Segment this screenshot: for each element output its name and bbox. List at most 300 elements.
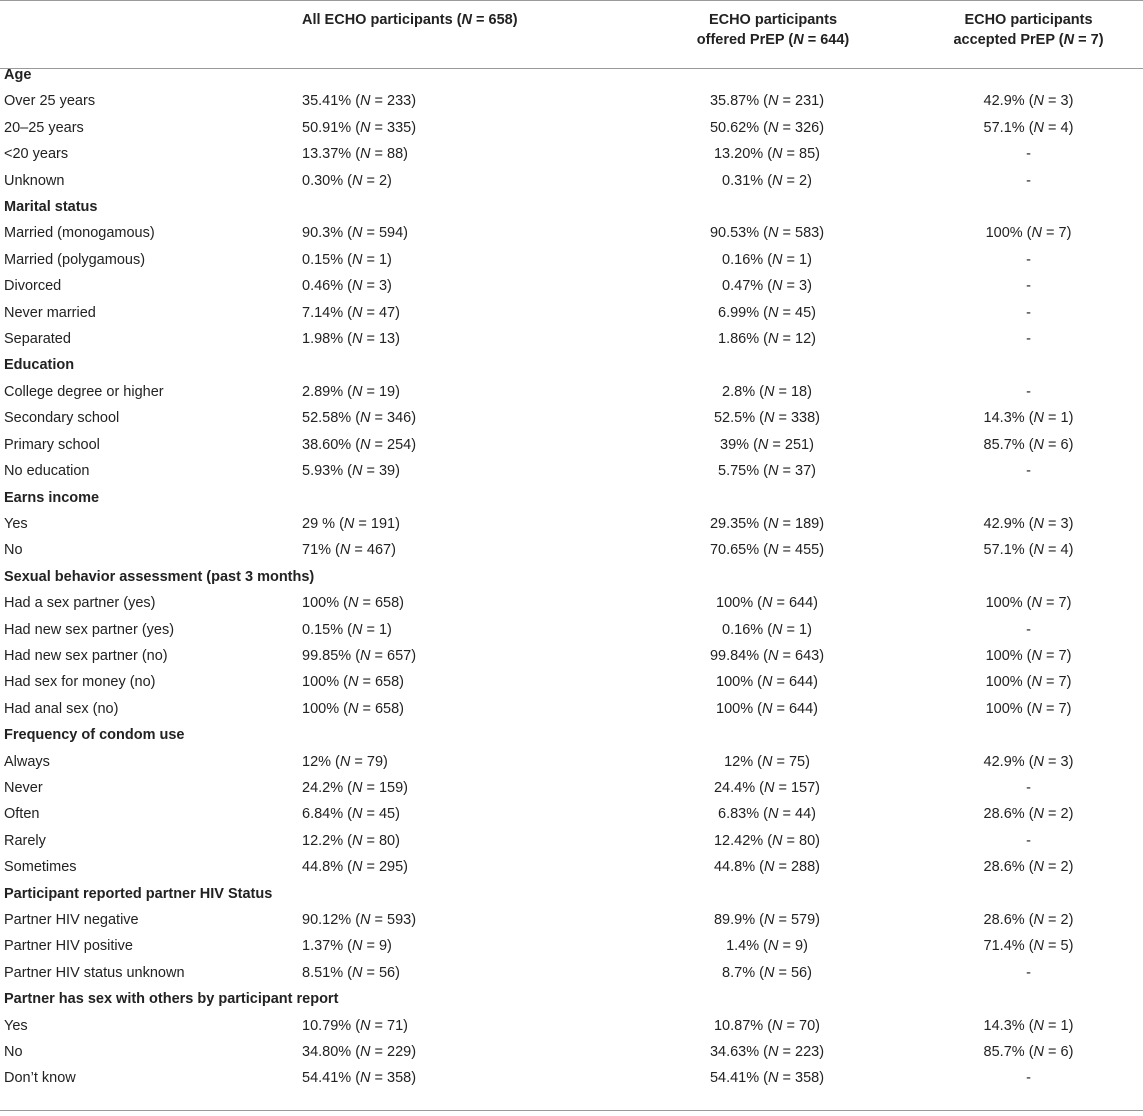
cell-c3 (914, 511, 1143, 537)
cell-value: 85.7% ( (983, 436, 1034, 453)
cell-c2 (632, 1039, 914, 1065)
cell-c2 (632, 749, 914, 775)
cell-value: 71.4% ( (983, 938, 1034, 955)
table-row (0, 168, 1143, 194)
cell-c1 (302, 326, 632, 352)
cell-n-symbol: N (768, 515, 779, 532)
cell-c3 (914, 220, 1143, 246)
cell-c1 (302, 220, 632, 246)
cell-count: = 39) (362, 463, 400, 480)
cell-n-symbol: N (1033, 93, 1045, 110)
cell-n-symbol: N (763, 779, 775, 796)
cell-c1 (302, 511, 632, 537)
row-label: Over 25 years (4, 93, 96, 110)
cell-c3: - (1026, 383, 1031, 400)
cell-n-symbol: N (1033, 515, 1045, 532)
cell-c3: - (1026, 463, 1031, 480)
cell-n-symbol: N (1033, 1017, 1045, 1034)
cell-value: 28.6% ( (983, 859, 1034, 876)
cell-c2 (632, 960, 914, 986)
bottom-rule (0, 1110, 1143, 1111)
cell-value: 0.31% ( (722, 172, 773, 189)
row-label: Primary school (4, 436, 100, 453)
cell-c1 (302, 1039, 632, 1065)
table-row (0, 458, 1143, 484)
cell-c2 (632, 696, 914, 722)
cell-count: = 657) (370, 647, 417, 664)
section-header-row (0, 564, 1143, 590)
cell-value: 42.9% ( (983, 93, 1034, 110)
cell-c1 (302, 749, 632, 775)
cell-c3: - (1026, 964, 1031, 981)
cell-value: 29 % ( (302, 515, 344, 532)
cell-value: 13.20% ( (713, 146, 773, 163)
cell-c3 (914, 801, 1143, 827)
cell-value: 90.12% ( (302, 912, 361, 928)
row-label: Often (4, 806, 40, 823)
cell-c3 (914, 115, 1143, 141)
cell-c1 (302, 247, 632, 273)
cell-count: = 2) (782, 172, 812, 189)
cell-value: 0.15% ( (302, 621, 352, 638)
cell-c1 (302, 590, 632, 616)
cell-count: = 7) (1042, 674, 1072, 691)
cell-c3 (914, 88, 1143, 114)
row-label: Partner HIV negative (4, 912, 139, 928)
cell-value: 100% ( (716, 674, 762, 691)
header-text: = 7) (1074, 32, 1104, 48)
cell-count: = 6) (1044, 1044, 1074, 1061)
row-label: <20 years (4, 146, 69, 163)
cell-c1 (302, 617, 632, 643)
section-header-row (0, 62, 1143, 88)
cell-c1 (302, 458, 632, 484)
cell-value: 100% ( (302, 700, 348, 717)
cell-count: = 80) (362, 832, 400, 849)
cell-value: 44.8% ( (302, 859, 352, 876)
row-label: Separated (4, 331, 71, 348)
row-label: Sometimes (4, 859, 77, 876)
cell-count: = 643) (778, 647, 825, 664)
cell-n-symbol: N (768, 331, 779, 348)
cell-c2 (632, 1065, 914, 1091)
table-row (0, 828, 1143, 854)
cell-count: = 1) (1044, 1017, 1074, 1034)
cell-c3 (914, 432, 1143, 458)
cell-n-symbol: N (360, 647, 371, 664)
cell-n-symbol: N (351, 383, 363, 400)
header-text: offered PrEP ( (696, 32, 794, 48)
cell-n-symbol: N (768, 1044, 779, 1061)
cell-count: = 19) (362, 383, 400, 400)
row-label: Married (monogamous) (4, 225, 155, 242)
section-title: Frequency of condom use (4, 727, 185, 744)
cell-value: 42.9% ( (983, 515, 1034, 532)
cell-count: = 6) (1044, 436, 1074, 453)
cell-count: = 47) (362, 304, 400, 321)
table-row (0, 801, 1143, 827)
cell-c2 (632, 220, 914, 246)
cell-c2 (632, 775, 914, 801)
cell-c2 (632, 432, 914, 458)
cell-n-symbol: N (1033, 410, 1045, 427)
cell-c1 (302, 537, 632, 563)
cell-c3 (914, 405, 1143, 431)
section-header-row (0, 722, 1143, 748)
cell-c2 (632, 933, 914, 959)
header-text: = 658) (472, 12, 518, 28)
cell-c3 (914, 669, 1143, 695)
cell-value: 34.80% ( (302, 1044, 361, 1061)
cell-c3: - (1026, 251, 1031, 268)
cell-n-symbol: N (1033, 542, 1045, 559)
row-label: Partner HIV positive (4, 938, 133, 955)
cell-count: = 157) (774, 779, 820, 796)
cell-value: 100% ( (716, 700, 762, 717)
cell-value: 1.98% ( (302, 331, 352, 348)
cell-value: 100% ( (985, 225, 1032, 242)
cell-value: 89.9% ( (713, 912, 764, 928)
cell-value: 100% ( (985, 647, 1032, 664)
cell-count: = 2) (1044, 806, 1074, 823)
row-label: Yes (4, 515, 28, 532)
cell-n-symbol: N (360, 119, 371, 136)
cell-c2 (632, 617, 914, 643)
cell-value: 100% ( (985, 700, 1032, 717)
cell-n-symbol: N (360, 410, 371, 427)
cell-count: = 7) (1042, 647, 1072, 664)
row-label: Always (4, 753, 50, 770)
cell-c1 (302, 828, 632, 854)
table-row (0, 511, 1143, 537)
cell-c3 (914, 1039, 1143, 1065)
table-row (0, 115, 1143, 141)
cell-count: = 2) (1044, 859, 1074, 876)
cell-value: 6.99% ( (718, 304, 768, 321)
cell-n-symbol: N (360, 1070, 371, 1087)
row-label: Secondary school (4, 410, 120, 427)
cell-count: = 80) (782, 832, 820, 849)
cell-c2 (632, 326, 914, 352)
cell-n-symbol: N (347, 674, 359, 691)
section-header-row (0, 352, 1143, 378)
cell-count: = 658) (358, 700, 404, 717)
cell-c1 (302, 379, 632, 405)
cell-c3: - (1026, 779, 1031, 796)
cell-count: = 1) (782, 621, 812, 638)
cell-value: 2.89% ( (302, 383, 352, 400)
cell-count: = 88) (370, 146, 409, 163)
cell-count: = 583) (778, 225, 825, 242)
cell-c3 (914, 933, 1143, 959)
cell-c3 (914, 537, 1143, 563)
cell-count: = 467) (350, 542, 396, 559)
row-label: Don’t know (4, 1070, 76, 1087)
cell-n-symbol: N (768, 304, 779, 321)
cell-count: = 338) (774, 410, 820, 427)
section-header-row (0, 485, 1143, 511)
cell-count: = 9) (362, 938, 392, 955)
cell-c2 (632, 379, 914, 405)
cell-value: 5.93% ( (302, 463, 352, 480)
cell-count: = 288) (774, 859, 820, 876)
table-row (0, 247, 1143, 273)
table-row (0, 88, 1143, 114)
cell-count: = 658) (358, 674, 404, 691)
table-row (0, 1039, 1143, 1065)
cell-value: 1.86% ( (718, 331, 768, 348)
table-row (0, 405, 1143, 431)
cell-n-symbol: N (339, 542, 351, 559)
cell-n-symbol: N (1033, 119, 1045, 136)
row-label: Had new sex partner (yes) (4, 621, 175, 638)
cell-n-symbol: N (1031, 647, 1042, 664)
cell-value: 39% ( (720, 436, 758, 453)
row-label: Partner HIV status unknown (4, 964, 185, 981)
cell-c2 (632, 405, 914, 431)
cell-value: 7.14% ( (302, 304, 352, 321)
cell-value: 14.3% ( (983, 1017, 1034, 1034)
cell-value: 100% ( (302, 674, 348, 691)
cell-value: 100% ( (302, 595, 348, 612)
table-row (0, 696, 1143, 722)
row-label: Married (polygamous) (4, 251, 146, 268)
cell-n-symbol: N (768, 1070, 779, 1087)
cell-c1 (302, 696, 632, 722)
cell-count: = 346) (370, 410, 417, 427)
cell-c3 (914, 1013, 1143, 1039)
cell-count: = 3) (1044, 515, 1074, 532)
cell-c2 (632, 669, 914, 695)
cell-count: = 1) (782, 251, 812, 268)
cell-n-symbol: N (360, 1044, 371, 1061)
cell-n-symbol: N (772, 172, 783, 189)
cell-c3 (914, 643, 1143, 669)
cell-c1 (302, 405, 632, 431)
cell-value: 34.63% ( (709, 1044, 768, 1061)
cell-value: 8.51% ( (302, 964, 352, 981)
cell-value: 100% ( (716, 595, 762, 612)
cell-n-symbol: N (763, 383, 775, 400)
cell-count: = 75) (772, 753, 810, 770)
cell-count: = 223) (778, 1044, 825, 1061)
cell-value: 1.37% ( (302, 938, 352, 955)
cell-n-symbol: N (351, 225, 363, 242)
cell-count: = 45) (778, 304, 816, 321)
cell-c3 (914, 696, 1143, 722)
cell-c2 (632, 907, 914, 933)
cell-count: = 2) (362, 172, 392, 189)
cell-value: 0.30% ( (302, 172, 352, 189)
cell-c1 (302, 933, 632, 959)
header-text: accepted PrEP ( (953, 32, 1064, 48)
cell-count: = 5) (1044, 938, 1074, 955)
cell-n-symbol: N (360, 1017, 371, 1034)
cell-c1 (302, 115, 632, 141)
cell-value: 12% ( (302, 753, 340, 770)
cell-value: 8.7% ( (722, 964, 764, 981)
cell-c2 (632, 115, 914, 141)
demographics-table (0, 10, 1143, 1092)
cell-n-symbol: N (1031, 674, 1042, 691)
cell-n-symbol: N (1033, 753, 1045, 770)
section-title: Sexual behavior assessment (past 3 months) (4, 568, 315, 585)
cell-c3 (914, 854, 1143, 880)
cell-n-symbol: N (351, 938, 363, 955)
cell-count: = 45) (362, 806, 400, 823)
header-n-symbol: N (793, 32, 804, 48)
cell-n-symbol: N (768, 806, 779, 823)
cell-n-symbol: N (1033, 436, 1045, 453)
cell-count: = 1) (1044, 410, 1074, 427)
cell-c3 (914, 590, 1143, 616)
cell-n-symbol: N (351, 621, 363, 638)
section-title: Participant reported partner HIV Status (4, 885, 273, 902)
cell-count: = 44) (778, 806, 816, 823)
cell-value: 85.7% ( (983, 1044, 1034, 1061)
cell-count: = 56) (774, 964, 812, 981)
cell-n-symbol: N (1033, 806, 1045, 823)
row-label: Rarely (4, 832, 46, 849)
cell-n-symbol: N (1033, 859, 1045, 876)
cell-count: = 335) (370, 119, 417, 136)
cell-count: = 358) (778, 1070, 825, 1087)
table-row (0, 643, 1143, 669)
cell-n-symbol: N (1033, 912, 1045, 928)
cell-c1 (302, 854, 632, 880)
cell-value: 13.37% ( (302, 146, 361, 163)
cell-c1 (302, 88, 632, 114)
cell-n-symbol: N (768, 463, 779, 480)
header-row (0, 10, 1143, 62)
cell-c1 (302, 775, 632, 801)
cell-n-symbol: N (360, 93, 371, 110)
cell-c3 (914, 907, 1143, 933)
cell-c1 (302, 168, 632, 194)
table-row (0, 300, 1143, 326)
cell-n-symbol: N (1033, 938, 1045, 955)
cell-n-symbol: N (1031, 700, 1042, 717)
cell-value: 29.35% ( (709, 515, 768, 532)
row-label: No (4, 1044, 23, 1061)
cell-c3: - (1026, 621, 1031, 638)
cell-count: = 658) (358, 595, 404, 612)
row-label: No (4, 542, 23, 559)
cell-count: = 233) (370, 93, 417, 110)
cell-count: = 13) (362, 331, 400, 348)
section-title: Marital status (4, 199, 98, 216)
cell-c1 (302, 801, 632, 827)
cell-count: = 254) (370, 436, 417, 453)
row-label: Had new sex partner (no) (4, 647, 168, 664)
cell-n-symbol: N (761, 700, 773, 717)
cell-value: 0.16% ( (722, 621, 773, 638)
cell-n-symbol: N (360, 146, 371, 163)
cell-n-symbol: N (343, 515, 355, 532)
row-label: Never (4, 779, 43, 796)
cell-n-symbol: N (351, 331, 363, 348)
cell-n-symbol: N (360, 912, 371, 928)
cell-value: 50.91% ( (302, 119, 361, 136)
cell-count: = 3) (1044, 753, 1074, 770)
cell-n-symbol: N (772, 621, 783, 638)
cell-value: 57.1% ( (983, 119, 1034, 136)
cell-value: 100% ( (985, 595, 1032, 612)
cell-n-symbol: N (360, 436, 371, 453)
cell-c1 (302, 432, 632, 458)
cell-value: 24.4% ( (713, 779, 764, 796)
cell-value: 12.42% ( (713, 832, 773, 849)
row-label: Yes (4, 1017, 28, 1034)
header-accepted-prep (914, 10, 1143, 62)
cell-value: 10.87% ( (713, 1017, 773, 1034)
top-rule (0, 0, 1143, 1)
cell-count: = 644) (772, 595, 818, 612)
section-header-row (0, 986, 1143, 1012)
section-title: Partner has sex with others by participant report (4, 991, 339, 1008)
cell-c3: - (1026, 278, 1031, 295)
cell-value: 28.6% ( (983, 806, 1034, 823)
cell-c3: - (1026, 832, 1031, 849)
header-n-symbol: N (461, 12, 473, 28)
cell-c3: - (1026, 172, 1031, 189)
cell-n-symbol: N (351, 779, 363, 796)
cell-c2 (632, 801, 914, 827)
cell-count: = 644) (772, 700, 818, 717)
row-label: Had sex for money (no) (4, 674, 156, 691)
cell-n-symbol: N (772, 832, 783, 849)
cell-c2 (632, 643, 914, 669)
cell-c3 (914, 749, 1143, 775)
table-row (0, 933, 1143, 959)
table-body (0, 62, 1143, 1092)
section-title: Age (4, 67, 32, 83)
row-label: College degree or higher (4, 383, 164, 400)
cell-count: = 3) (362, 278, 392, 295)
cell-c2 (632, 590, 914, 616)
cell-value: 35.41% ( (302, 93, 361, 110)
cell-c3: - (1026, 331, 1031, 348)
cell-count: = 18) (774, 383, 812, 400)
cell-count: = 159) (362, 779, 409, 796)
table-row (0, 775, 1143, 801)
cell-n-symbol: N (1031, 595, 1042, 612)
table-row (0, 1013, 1143, 1039)
cell-n-symbol: N (763, 859, 775, 876)
row-label: No education (4, 463, 90, 480)
cell-count: = 594) (362, 225, 409, 242)
table-row (0, 1065, 1143, 1091)
cell-count: = 1) (362, 251, 392, 268)
cell-count: = 191) (354, 515, 400, 532)
cell-count: = 4) (1044, 119, 1074, 136)
cell-count: = 7) (1042, 225, 1072, 242)
cell-n-symbol: N (339, 753, 351, 770)
cell-value: 99.84% ( (709, 647, 768, 664)
cell-n-symbol: N (761, 674, 773, 691)
cell-value: 100% ( (985, 674, 1032, 691)
cell-c2 (632, 537, 914, 563)
table-row (0, 590, 1143, 616)
table-row (0, 379, 1143, 405)
cell-count: = 579) (774, 912, 820, 928)
header-text: ECHO participants (708, 12, 838, 28)
cell-n-symbol: N (768, 647, 779, 664)
cell-count: = 56) (362, 964, 400, 981)
cell-c2 (632, 273, 914, 299)
cell-value: 57.1% ( (983, 542, 1034, 559)
cell-n-symbol: N (772, 1017, 783, 1034)
